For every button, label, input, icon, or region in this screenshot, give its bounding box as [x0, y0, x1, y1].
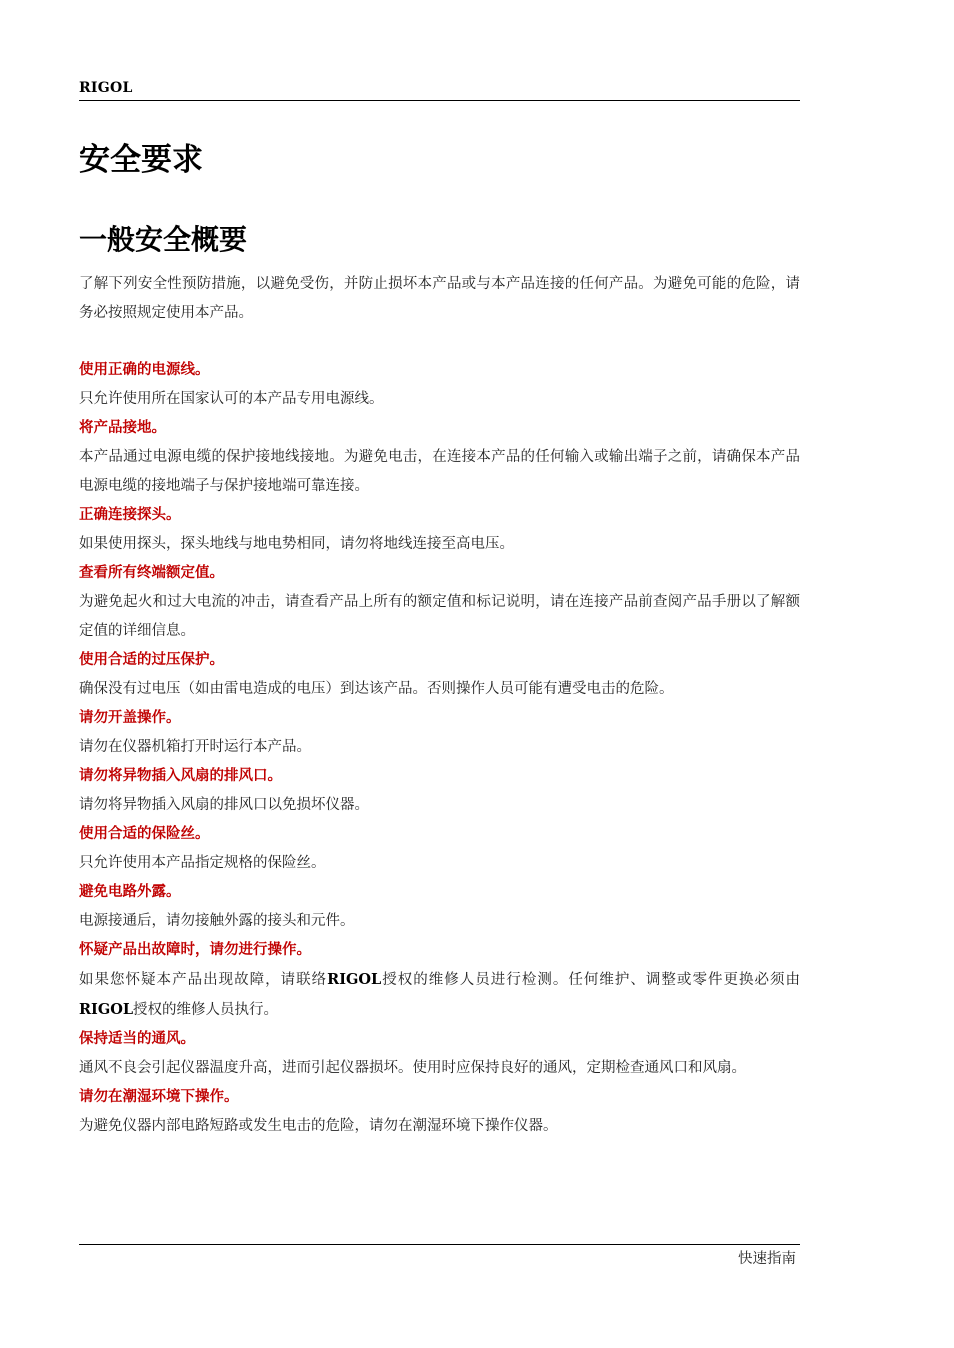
safety-item-desc: 电源接通后，请勿接触外露的接头和元件。 — [79, 913, 355, 929]
safety-item — [79, 704, 800, 762]
safety-item — [79, 559, 800, 646]
safety-item-title: 避免电路外露。 — [79, 884, 181, 900]
safety-item-title: 使用合适的过压保护。 — [79, 652, 224, 668]
safety-items-list — [79, 356, 800, 1141]
desc-text: 如果您怀疑本产品出现故障，请联络 — [79, 972, 328, 988]
safety-item-desc: 确保没有过电压（如由雷电造成的电压）到达该产品。否则操作人员可能有遭受电击的危险。 — [79, 681, 674, 697]
safety-item — [79, 1025, 800, 1083]
safety-item-desc: 请勿将异物插入风扇的排风口以免损坏仪器。 — [79, 797, 369, 813]
safety-item-title: 请勿在潮湿环境下操作。 — [79, 1089, 239, 1105]
document-page — [79, 0, 800, 1348]
safety-item-title: 查看所有终端额定值。 — [79, 565, 224, 581]
safety-item — [79, 501, 800, 559]
safety-item-desc: 为避免仪器内部电路短路或发生电击的危险，请勿在潮湿环境下操作仪器。 — [79, 1118, 558, 1134]
page-title: 安全要求 — [79, 142, 203, 178]
safety-item-title: 怀疑产品出故障时，请勿进行操作。 — [79, 942, 311, 958]
safety-item-title: 正确连接探头。 — [79, 507, 181, 523]
safety-item-desc: 请勿在仪器机箱打开时运行本产品。 — [79, 739, 311, 755]
safety-item-desc: 如果使用探头，探头地线与地电势相同，请勿将地线连接至高电压。 — [79, 536, 514, 552]
safety-item-desc: 本产品通过电源电缆的保护接地线接地。为避免电击，在连接本产品的任何输入或输出端子之前，请确保本产品电源电缆的接地端子与保护接地端可靠连接。 — [79, 449, 800, 494]
desc-text: 授权的维修人员执行。 — [133, 1002, 279, 1018]
safety-item-title: 将产品接地。 — [79, 420, 166, 436]
safety-item — [79, 1083, 800, 1141]
safety-item-desc: 通风不良会引起仪器温度升高，进而引起仪器损坏。使用时应保持良好的通风，定期检查通风口和风扇。 — [79, 1060, 746, 1076]
footer-label: 快速指南 — [738, 1251, 796, 1267]
safety-item — [79, 414, 800, 501]
brand-name: RIGOL — [327, 971, 382, 988]
safety-item-desc: 为避免起火和过大电流的冲击，请查看产品上所有的额定值和标记说明，请在连接产品前查阅产品手册以了解额定值的详细信息。 — [79, 594, 800, 639]
safety-item-title: 请勿开盖操作。 — [79, 710, 181, 726]
brand-name: RIGOL — [79, 1001, 134, 1018]
safety-item — [79, 820, 800, 878]
safety-item-desc: 只允许使用本产品指定规格的保险丝。 — [79, 855, 326, 871]
section-heading: 一般安全概要 — [79, 223, 248, 256]
safety-item-title: 使用合适的保险丝。 — [79, 826, 210, 842]
safety-item — [79, 762, 800, 820]
safety-item-title: 保持适当的通风。 — [79, 1031, 195, 1047]
safety-item-desc — [79, 965, 800, 1025]
desc-text: 授权的维修人员进行检测。任何维护、调整或零件更换必须由 — [381, 972, 801, 988]
safety-item-title: 请勿将异物插入风扇的排风口。 — [79, 768, 282, 784]
brand-logo-text: RIGOL — [79, 80, 133, 96]
safety-item — [79, 878, 800, 936]
safety-item-desc: 只允许使用所在国家认可的本产品专用电源线。 — [79, 391, 384, 407]
page-header — [79, 76, 800, 101]
safety-item — [79, 936, 800, 1025]
safety-item-title: 使用正确的电源线。 — [79, 362, 210, 378]
safety-item — [79, 356, 800, 414]
intro-paragraph: 了解下列安全性预防措施，以避免受伤，并防止损坏本产品或与本产品连接的任何产品。为避免可能的危险，请务必按照规定使用本产品。 — [79, 276, 800, 321]
page-footer — [79, 1244, 800, 1267]
safety-item — [79, 646, 800, 704]
